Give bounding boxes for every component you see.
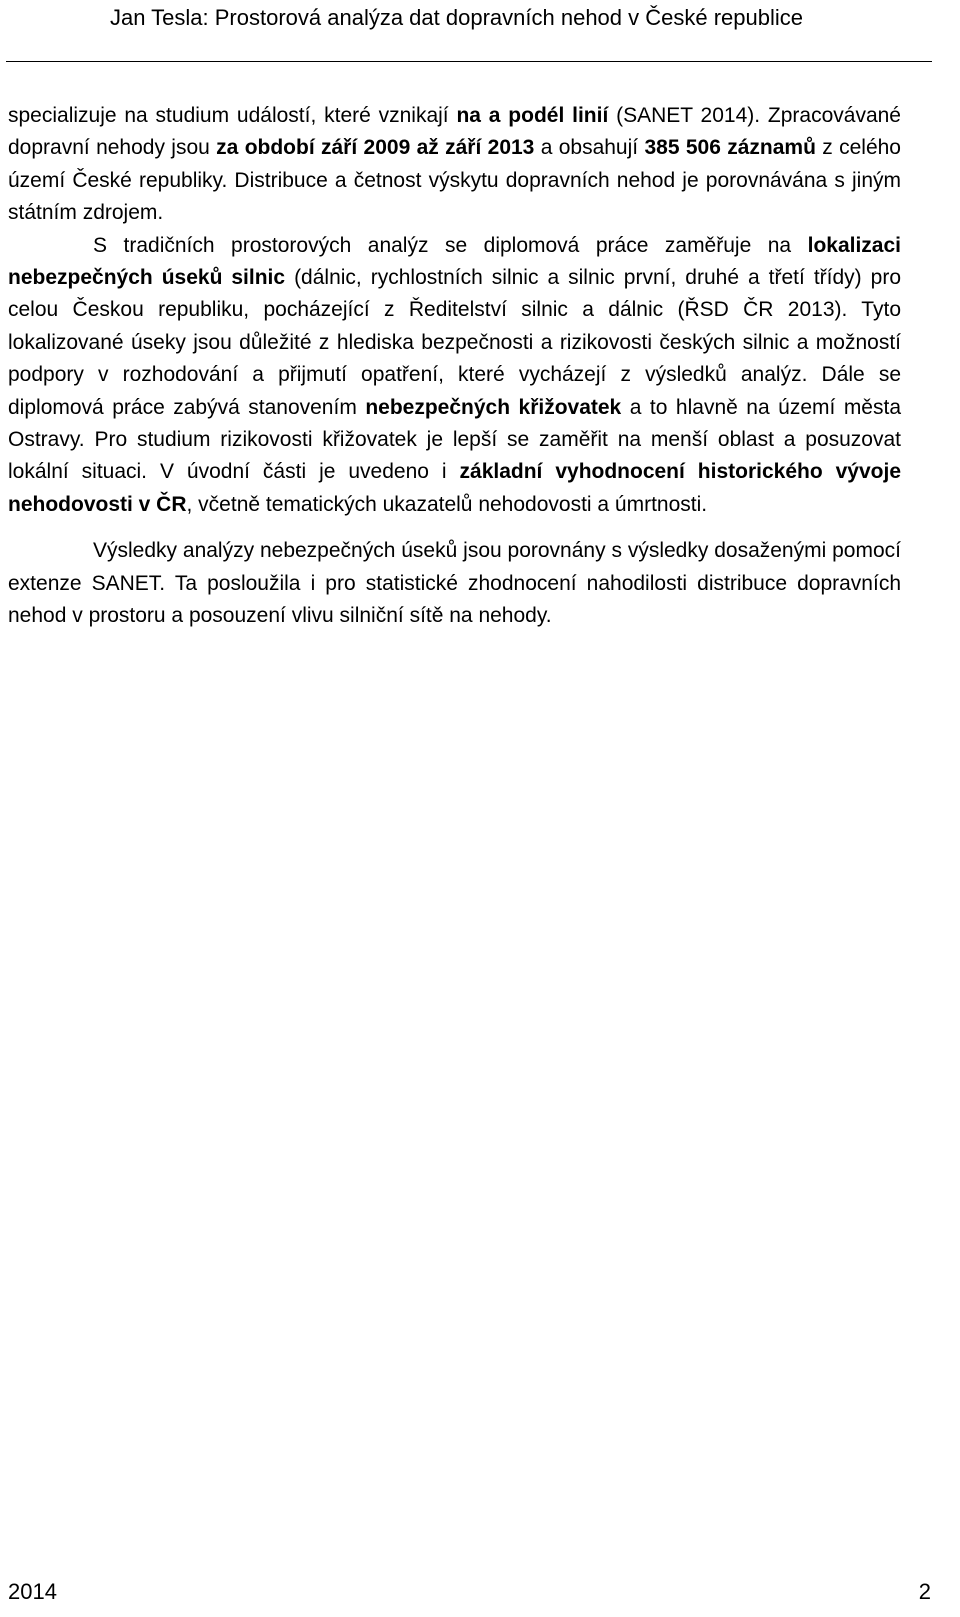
text-run: S tradičních prostorových analýz se diplomová práce zaměřuje na	[93, 233, 808, 257]
text-run: (dálnic, rychlostních silnic a silnic první, druhé a třetí třídy) pro celou Českou republiku, pocházející z Ředitelství silnic a dálnic (ŘSD ČR 2013). Tyto lokalizované úseky jsou důležité z hlediska bezpečnosti a rizikovosti českých silnic a možností podpory v rozhodování a přijmutí opatření, které vycházejí z výsledků analýz. Dále se diplomová práce zabývá stanovením	[8, 266, 901, 419]
running-header: Jan Tesla: Prostorová analýza dat dopravních nehod v České republice	[109, 5, 803, 30]
bold-text-run: základní vyhodnocení historického vývoje nehodovosti v ČR	[8, 460, 901, 516]
bold-text-run: za období září 2009 až září 2013	[216, 136, 535, 160]
paragraph-spatial-analysis	[8, 230, 901, 522]
text-run: , včetně tematických ukazatelů nehodovosti a úmrtnosti.	[186, 492, 708, 516]
paragraph-continuation	[8, 100, 901, 230]
text-run: z celého území České republiky. Distribuce a četnost výskytu dopravních nehod je porovnávána s jiným státním zdrojem.	[8, 136, 901, 225]
text-run: Výsledky analýzy nebezpečných úseků jsou porovnány s výsledky dosaženými pomocí extenze SANET. Ta posloužila i pro statistické zhodnocení nahodilosti distribuce dopravních nehod v prostoru a posouzení vlivu silniční sítě na nehody.	[8, 539, 901, 628]
bold-text-run: 385 506 záznamů	[644, 136, 816, 160]
text-run: specializuje na studium událostí, které vznikají	[8, 104, 457, 127]
body-text	[8, 100, 901, 633]
bold-text-run: lokalizaci nebezpečných úseků silnic	[8, 233, 901, 290]
page-number: 2	[918, 1579, 931, 1604]
paragraph-results	[8, 535, 901, 632]
bold-text-run: nebezpečných křižovatek	[365, 395, 622, 419]
text-run: (SANET 2014). Zpracovávané dopravní nehody jsou	[8, 104, 901, 160]
text-run: a to hlavně na území města Ostravy. Pro studium rizikovosti křižovatek je lepší se zaměřit na menší oblast a posuzovat lokální situaci. V úvodní části je uvedeno i	[8, 395, 901, 484]
text-run: a obsahují	[534, 136, 645, 160]
footer-year: 2014	[8, 1579, 57, 1604]
header-rule	[6, 61, 932, 62]
bold-text-run: na a podél linií	[456, 104, 609, 127]
